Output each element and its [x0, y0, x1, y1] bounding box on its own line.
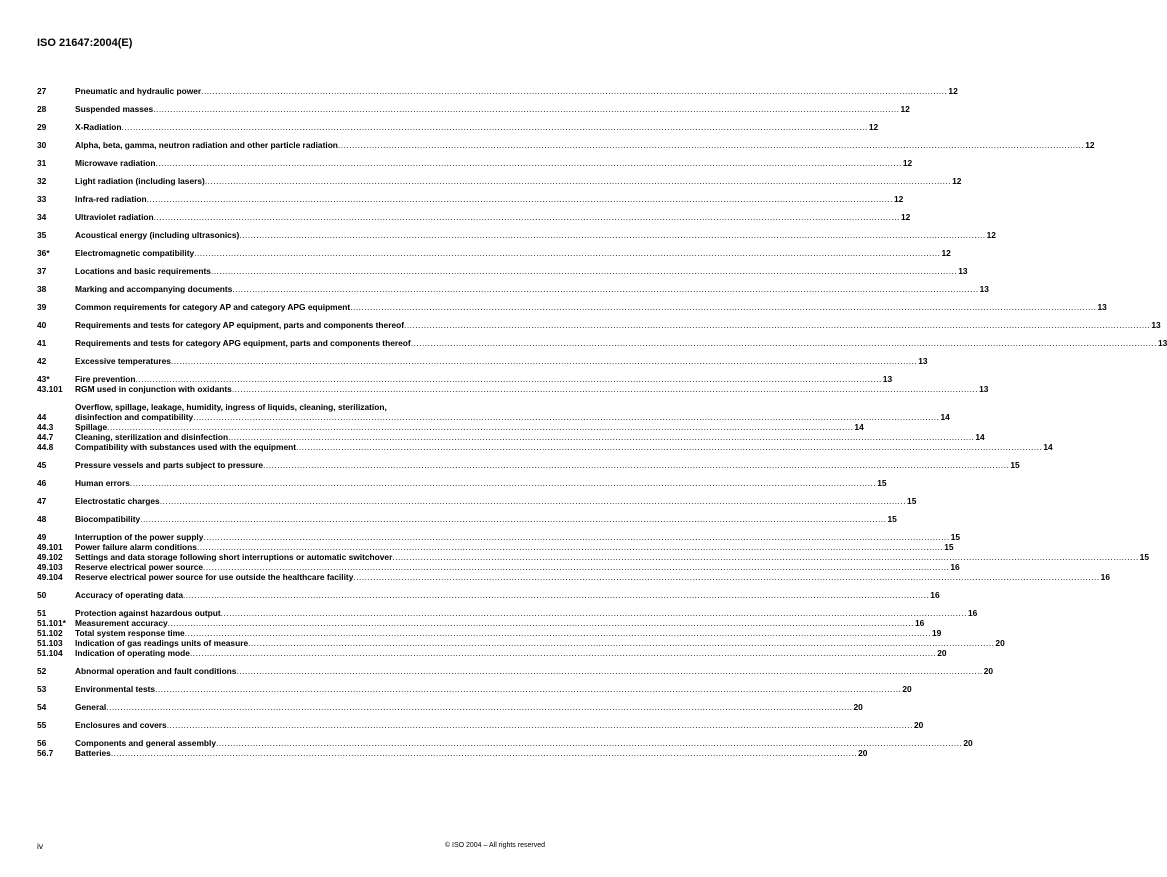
- toc-entry[interactable]: [37, 230, 996, 240]
- toc-entry[interactable]: [37, 422, 864, 432]
- toc-leader-dots: [136, 374, 882, 384]
- toc-entry-title-continuation-line: [75, 412, 950, 422]
- toc-entry[interactable]: [37, 432, 985, 442]
- toc-leader-dots: [248, 638, 994, 648]
- document-id-header: ISO 21647:2004(E): [37, 37, 133, 49]
- toc-entry-page: 20: [853, 702, 863, 712]
- toc-entry-number: 49.104: [37, 572, 63, 582]
- toc-entry-number: 49.102: [37, 552, 63, 562]
- toc-entry-number: 40: [37, 320, 47, 330]
- toc-entry-title-block: [75, 402, 950, 422]
- toc-entry-title: Fire prevention: [75, 374, 136, 384]
- toc-leader-dots: [203, 562, 949, 572]
- toc-entry-page: 14: [940, 412, 950, 422]
- toc-entry-page: 12: [868, 122, 879, 132]
- toc-leader-dots: [411, 338, 1157, 348]
- toc-leader-dots: [239, 230, 985, 240]
- toc-entry-title: Spillage: [75, 422, 108, 432]
- toc-entry-page: 13: [958, 266, 968, 276]
- toc-entry[interactable]: [37, 104, 910, 114]
- toc-entry-title: Settings and data storage following short interruptions or automatic switchover: [75, 552, 393, 562]
- toc-leader-dots: [205, 176, 951, 186]
- toc-entry-number: 53: [37, 684, 47, 694]
- toc-entry-title: Biocompatibility: [75, 514, 141, 524]
- toc-entry-page: 13: [1151, 320, 1161, 330]
- toc-entry-number: 44.8: [37, 442, 54, 452]
- toc-entry[interactable]: [37, 478, 887, 488]
- toc-entry-title: Environmental tests: [75, 684, 156, 694]
- toc-leader-dots: [107, 422, 853, 432]
- toc-entry-title: Measurement accuracy: [75, 618, 168, 628]
- toc-leader-dots: [263, 460, 1009, 470]
- toc-entry-number: 51.104: [37, 648, 63, 658]
- toc-leader-dots: [185, 628, 931, 638]
- toc-leader-dots: [193, 412, 939, 422]
- toc-entry[interactable]: [37, 590, 940, 600]
- toc-leader-dots: [201, 86, 947, 96]
- toc-entry-title: Requirements and tests for category AP equipment, parts and components thereof: [75, 320, 405, 330]
- toc-entry[interactable]: [37, 514, 897, 524]
- toc-entry-number: 33: [37, 194, 47, 204]
- toc-entry-page: 16: [930, 590, 940, 600]
- toc-entry[interactable]: [37, 338, 1167, 348]
- toc-entry-page: 16: [1100, 572, 1110, 582]
- toc-entry-page: 12: [948, 86, 958, 96]
- toc-entry-page: 20: [963, 738, 973, 748]
- toc-entry-number: 48: [37, 514, 47, 524]
- toc-entry[interactable]: [37, 738, 973, 748]
- toc-entry-title: Abnormal operation and fault conditions: [75, 666, 237, 676]
- toc-entry-page: 15: [877, 478, 887, 488]
- toc-entry[interactable]: [37, 122, 879, 132]
- toc-leader-dots: [122, 122, 868, 132]
- toc-entry-number: 37: [37, 266, 47, 276]
- toc-entry-page: 12: [986, 230, 996, 240]
- toc-entry-title: Common requirements for category AP and category APG equipment: [75, 302, 351, 312]
- toc-leader-dots: [203, 532, 949, 542]
- toc-entry-number: 28: [37, 104, 47, 114]
- toc-entry-title: Electromagnetic compatibility: [75, 248, 195, 258]
- toc-entry-page: 14: [854, 422, 864, 432]
- toc-entry-number: 32: [37, 176, 47, 186]
- toc-entry[interactable]: [37, 442, 1053, 452]
- toc-entry[interactable]: [37, 608, 978, 618]
- toc-entry-page: 19: [932, 628, 942, 638]
- toc-entry-number: 34: [37, 212, 47, 222]
- toc-leader-dots: [236, 666, 982, 676]
- toc-entry-number: 56.7: [37, 748, 54, 758]
- toc-entry-title: Light radiation (including lasers): [75, 176, 205, 186]
- page-number: iv: [37, 841, 44, 851]
- toc-entry-title: Reserve electrical power source: [75, 562, 204, 572]
- toc-entry-page: 16: [914, 618, 925, 628]
- toc-entry-page: 15: [944, 542, 954, 552]
- toc-entry-number: 29: [37, 122, 47, 132]
- toc-leader-dots: [221, 608, 967, 618]
- toc-entry-page: 20: [937, 648, 947, 658]
- toc-entry-number: 27: [37, 86, 47, 96]
- toc-entry-page: 14: [1043, 442, 1053, 452]
- toc-entry-number: 51.103: [37, 638, 63, 648]
- toc-entry-title: Ultraviolet radiation: [75, 212, 154, 222]
- toc-leader-dots: [156, 158, 902, 168]
- toc-entry[interactable]: [37, 628, 942, 638]
- toc-leader-dots: [140, 514, 886, 524]
- toc-leader-dots: [154, 212, 900, 222]
- toc-entry-title: Locations and basic requirements: [75, 266, 211, 276]
- toc-entry-title: Microwave radiation: [75, 158, 156, 168]
- toc-leader-dots: [392, 552, 1138, 562]
- toc-leader-dots: [130, 478, 876, 488]
- toc-entry[interactable]: [37, 194, 904, 204]
- toc-entry-page: 13: [979, 284, 989, 294]
- toc-entry[interactable]: [37, 702, 863, 712]
- toc-leader-dots: [155, 684, 901, 694]
- toc-entry-title: Marking and accompanying documents: [75, 284, 233, 294]
- toc-entry-number: 36*: [37, 248, 50, 258]
- toc-entry-title: Interruption of the power supply: [75, 532, 204, 542]
- toc-entry[interactable]: [37, 140, 1095, 150]
- toc-entry[interactable]: [37, 374, 893, 384]
- toc-entry-number: 35: [37, 230, 47, 240]
- toc-entry-page: 15: [950, 532, 961, 542]
- toc-entry-page: 12: [900, 212, 911, 222]
- toc-entry-page: 12: [893, 194, 904, 204]
- toc-entry-title: Suspended masses: [75, 104, 154, 114]
- toc-entry-title: Compatibility with substances used with the equipment: [75, 442, 297, 452]
- toc-leader-dots: [160, 496, 906, 506]
- toc-leader-dots: [171, 356, 917, 366]
- toc-entry-number: 39: [37, 302, 47, 312]
- toc-entry-number: 47: [37, 496, 47, 506]
- toc-entry[interactable]: [37, 648, 947, 658]
- toc-entry-title: Cleaning, sterilization and disinfection: [75, 432, 229, 442]
- toc-entry-title: Pneumatic and hydraulic power: [75, 86, 202, 96]
- toc-entry-number: 31: [37, 158, 47, 168]
- toc-leader-dots: [211, 266, 957, 276]
- toc-entry-number: 49.101: [37, 542, 63, 552]
- copyright-notice: © ISO 2004 – All rights reserved: [444, 842, 545, 849]
- toc-entry-title: Acoustical energy (including ultrasonics): [75, 230, 240, 240]
- toc-entry-page: 12: [902, 158, 913, 168]
- toc-entry-number: 44.7: [37, 432, 54, 442]
- toc-entry[interactable]: [37, 618, 925, 628]
- toc-entry-title: Alpha, beta, gamma, neutron radiation and other particle radiation: [75, 140, 338, 150]
- toc-leader-dots: [228, 432, 974, 442]
- toc-leader-dots: [353, 572, 1099, 582]
- toc-entry[interactable]: [37, 496, 917, 506]
- toc-entry-page: 14: [975, 432, 985, 442]
- toc-leader-dots: [232, 284, 978, 294]
- toc-entry-title: Power failure alarm conditions: [75, 542, 197, 552]
- toc-entry-number: 42: [37, 356, 47, 366]
- toc-entry-title: Excessive temperatures: [75, 356, 171, 366]
- toc-entry-page: 15: [907, 496, 917, 506]
- toc-entry[interactable]: [37, 266, 968, 276]
- toc-entry-title: Components and general assembly: [75, 738, 217, 748]
- toc-entry-page: 12: [1085, 140, 1095, 150]
- toc-entry[interactable]: [37, 158, 913, 168]
- toc-entry[interactable]: [37, 720, 924, 730]
- toc-entry-page: 20: [914, 720, 924, 730]
- toc-entry-title: Batteries: [75, 748, 111, 758]
- toc-entry-title-continuation: disinfection and compatibility: [75, 412, 194, 422]
- toc-leader-dots: [168, 618, 914, 628]
- toc-entry[interactable]: [37, 748, 868, 758]
- toc-leader-dots: [153, 104, 899, 114]
- toc-entry-title: X-Radiation: [75, 122, 122, 132]
- toc-leader-dots: [194, 248, 940, 258]
- toc-entry-number: 44: [37, 412, 47, 422]
- toc-entry-number: 49: [37, 532, 47, 542]
- toc-entry-number: 46: [37, 478, 47, 488]
- toc-entry-number: 49.103: [37, 562, 63, 572]
- toc-entry[interactable]: [37, 638, 1005, 648]
- toc-entry-page: 20: [995, 638, 1005, 648]
- toc-entry-number: 56: [37, 738, 47, 748]
- toc-entry-page: 15: [887, 514, 897, 524]
- toc-entry-number: 38: [37, 284, 47, 294]
- toc-entry[interactable]: [37, 460, 1020, 470]
- toc-entry-number: 55: [37, 720, 47, 730]
- toc-leader-dots: [296, 442, 1042, 452]
- toc-entry-number: 45: [37, 460, 47, 470]
- toc-entry[interactable]: [37, 402, 950, 422]
- toc-entry-page: 20: [902, 684, 912, 694]
- toc-entry[interactable]: [37, 562, 960, 572]
- toc-entry-page: 16: [967, 608, 978, 618]
- toc-entry-number: 51.102: [37, 628, 63, 638]
- toc-entry-page: 20: [983, 666, 994, 676]
- toc-entry-title: RGM used in conjunction with oxidants: [75, 384, 232, 394]
- toc-entry[interactable]: [37, 248, 951, 258]
- toc-entry-number: 54: [37, 702, 47, 712]
- toc-leader-dots: [190, 648, 936, 658]
- toc-leader-dots: [350, 302, 1096, 312]
- toc-entry[interactable]: [37, 384, 989, 394]
- toc-leader-dots: [404, 320, 1150, 330]
- toc-entry-page: 16: [950, 562, 960, 572]
- toc-entry-number: 41: [37, 338, 47, 348]
- toc-entry-title: Pressure vessels and parts subject to pressure: [75, 460, 264, 470]
- toc-entry-number: 50: [37, 590, 47, 600]
- toc-leader-dots: [183, 590, 929, 600]
- toc-entry[interactable]: [37, 572, 1110, 582]
- toc-entry[interactable]: [37, 176, 962, 186]
- toc-entry-title: Indication of gas readings units of measure: [75, 638, 249, 648]
- toc-leader-dots: [216, 738, 962, 748]
- toc-entry-page: 13: [979, 384, 989, 394]
- toc-entry-title: Electrostatic charges: [75, 496, 160, 506]
- toc-leader-dots: [106, 702, 852, 712]
- toc-entry-page: 13: [918, 356, 928, 366]
- toc-entry-title: Reserve electrical power source for use outside the healthcare facility: [75, 572, 354, 582]
- toc-entry-page: 20: [858, 748, 868, 758]
- toc-entry-title: Total system response time: [75, 628, 185, 638]
- toc-entry-page: 13: [1157, 338, 1167, 348]
- toc-entry[interactable]: [37, 356, 928, 366]
- toc-leader-dots: [147, 194, 893, 204]
- toc-entry-page: 13: [1097, 302, 1107, 312]
- toc-entry[interactable]: [37, 684, 912, 694]
- toc-entry-number: 30: [37, 140, 47, 150]
- toc-entry-title: Accuracy of operating data: [75, 590, 183, 600]
- toc-entry-number: 43.101: [37, 384, 63, 394]
- toc-entry[interactable]: [37, 666, 994, 676]
- toc-entry[interactable]: [37, 212, 911, 222]
- toc-leader-dots: [111, 748, 857, 758]
- toc-entry[interactable]: [37, 532, 961, 542]
- toc-entry-title: General: [75, 702, 107, 712]
- toc-entry[interactable]: [37, 86, 958, 96]
- toc-entry-number: 51: [37, 608, 47, 618]
- toc-entry-page: 12: [952, 176, 962, 186]
- toc-entry-title: Human errors: [75, 478, 130, 488]
- toc-leader-dots: [197, 542, 943, 552]
- toc-leader-dots: [338, 140, 1084, 150]
- toc-entry-title: Overflow, spillage, leakage, humidity, ingress of liquids, cleaning, sterilization,: [75, 402, 387, 412]
- toc-leader-dots: [167, 720, 913, 730]
- toc-entry[interactable]: [37, 542, 954, 552]
- toc-entry-title: Enclosures and covers: [75, 720, 167, 730]
- toc-entry[interactable]: [37, 552, 1149, 562]
- toc-entry-title: Protection against hazardous output: [75, 608, 221, 618]
- toc-entry-title: Indication of operating mode: [75, 648, 190, 658]
- toc-entry[interactable]: [37, 320, 1161, 330]
- toc-entry-page: 12: [900, 104, 910, 114]
- toc-entry-number: 51.101*: [37, 618, 66, 628]
- toc-entry-title: Requirements and tests for category APG equipment, parts and components thereof: [75, 338, 411, 348]
- table-of-contents: [37, 86, 1167, 758]
- toc-leader-dots: [232, 384, 978, 394]
- toc-entry[interactable]: [37, 284, 989, 294]
- toc-entry-number: 44.3: [37, 422, 54, 432]
- toc-entry-title: Infra-red radiation: [75, 194, 147, 204]
- toc-entry-number: 52: [37, 666, 47, 676]
- toc-entry-page: 12: [941, 248, 951, 258]
- toc-entry-number: 43*: [37, 374, 50, 384]
- toc-entry-page: 15: [1139, 552, 1149, 562]
- toc-entry-page: 13: [882, 374, 893, 384]
- toc-entry-page: 15: [1010, 460, 1020, 470]
- toc-entry[interactable]: [37, 302, 1107, 312]
